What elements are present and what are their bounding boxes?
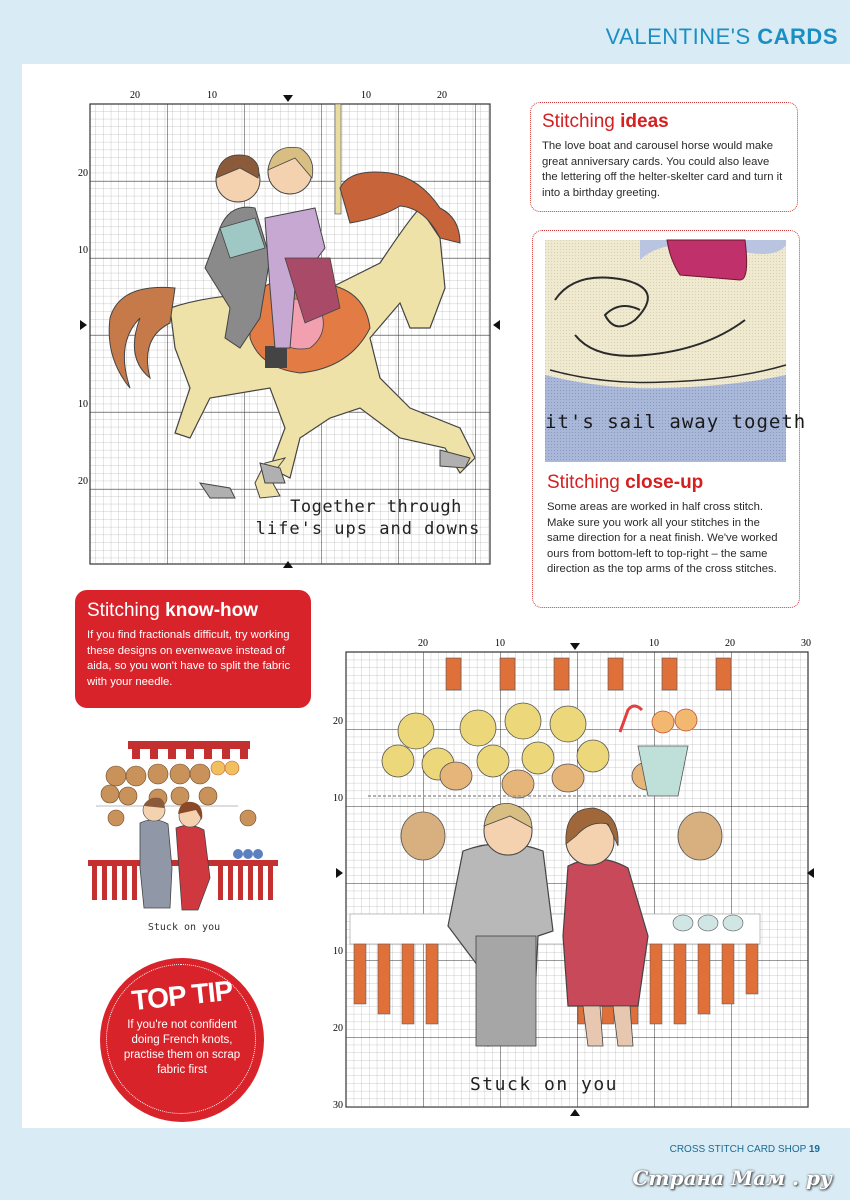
stall-left-tick-5: 30 [333, 1100, 343, 1111]
top-tick-2: 10 [207, 90, 217, 101]
carousel-horse-chart [80, 88, 500, 570]
stall-top-tick-4: 20 [725, 638, 735, 649]
stall-top-tick-3: 10 [649, 638, 659, 649]
stall-left-tick-1: 20 [333, 716, 343, 727]
page-footer: CROSS STITCH CARD SHOP 19 [669, 1144, 820, 1155]
stall-center-marker-top [570, 643, 580, 650]
stall-center-marker-left [336, 868, 343, 878]
stall-left-tick-4: 20 [333, 1023, 343, 1034]
chart-lettering-line2: life's ups and downs [255, 519, 481, 539]
left-tick-4: 20 [78, 476, 88, 487]
knowhow-heading: Stitching know-how [87, 600, 259, 621]
left-tick-2: 10 [78, 245, 88, 256]
closeup-photo [545, 240, 807, 462]
center-marker-right [493, 320, 500, 330]
top-tip-heading: TOP TIP [130, 974, 234, 1017]
preview-woman [176, 825, 210, 910]
stall-top-tick-1: 20 [418, 638, 428, 649]
stitching-knowhow-box [75, 590, 311, 708]
center-marker-left [80, 320, 87, 330]
top-tip-badge [100, 958, 264, 1122]
preview-caption: Stuck on you [147, 922, 221, 933]
carousel-pole [335, 104, 341, 214]
stall-left-tick-3: 10 [333, 946, 343, 957]
left-margin-band [0, 0, 22, 1200]
closeup-body: Some areas are worked in half cross stitch. Make sure you work all your stitches in the same direction for a neat finish. We've worked ours from bottom-left to top-right – the same direction as the top arms of the cross stitches. [547, 501, 778, 575]
top-tip-body: If you're not confident doing French knots, practise them on scrap fabric first [123, 1019, 241, 1076]
knowhow-body: If you find fractionals difficult, try working these designs on evenweave instead of aida, so you won't have to split the fabric with your needle. [87, 629, 291, 688]
top-tick-4: 20 [437, 90, 447, 101]
stitching-ideas-box [530, 102, 798, 212]
stall-center-marker-bottom [570, 1109, 580, 1116]
stall-top-tick-5: 30 [801, 638, 811, 649]
chart-lettering-line1: Together through [290, 497, 462, 517]
stall-top-tick-2: 10 [495, 638, 505, 649]
center-marker-top [283, 95, 293, 102]
closeup-heading: Stitching close-up [547, 472, 704, 493]
left-tick-1: 20 [78, 168, 88, 179]
closeup-text [547, 472, 789, 578]
top-tick-1: 20 [130, 90, 140, 101]
page-section-title: VALENTINE'S CARDS [605, 24, 838, 49]
left-tick-3: 10 [78, 399, 88, 410]
top-tick-3: 10 [361, 90, 371, 101]
ideas-heading: Stitching ideas [542, 111, 669, 132]
stitched-preview [88, 738, 284, 938]
stuck-on-you-chart [328, 636, 814, 1118]
preview-man [140, 820, 172, 908]
ideas-body: The love boat and carousel horse would make great anniversary cards. You could also leave the lettering off the helter-skelter card and turn it into a birthday greeting. [542, 140, 783, 199]
stall-chart-lettering: Stuck on you [469, 1074, 619, 1095]
stall-left-tick-2: 10 [333, 793, 343, 804]
closeup-photo-stitched-text: it's sail away togeth [545, 411, 807, 433]
watermark: Страна Мам . ру [632, 1166, 832, 1190]
